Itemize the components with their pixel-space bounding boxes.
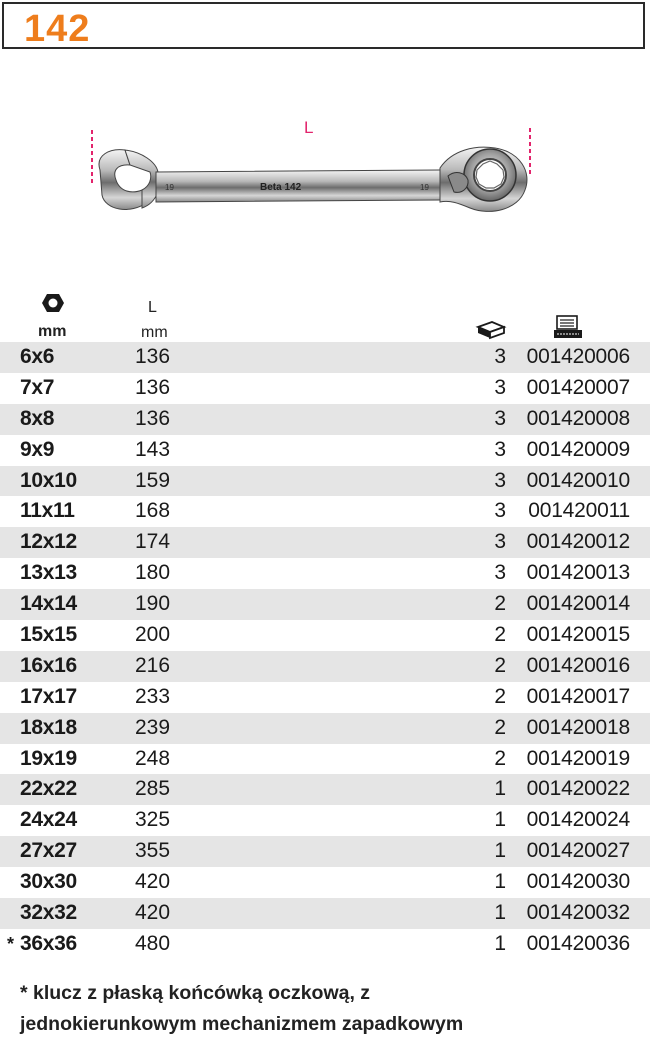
row-code: 001420032 [526, 901, 630, 925]
row-quantity: 1 [494, 870, 506, 894]
row-code: 001420016 [526, 653, 630, 677]
row-quantity: 3 [494, 345, 506, 368]
footnote [20, 978, 463, 1040]
table-row [0, 774, 650, 805]
table-row [0, 435, 650, 466]
row-size: 6x6 [20, 345, 55, 368]
table-row [0, 527, 650, 558]
row-length: 355 [135, 839, 171, 863]
row-size: 7x7 [20, 375, 55, 399]
row-size: 36x36 [20, 931, 77, 955]
row-length: 239 [135, 715, 171, 739]
row-code: 001420012 [526, 530, 630, 554]
row-code: 001420014 [526, 592, 630, 616]
table-row [0, 466, 650, 497]
row-code: 001420024 [526, 808, 630, 832]
row-size: 8x8 [20, 406, 55, 430]
row-code: 001420011 [528, 499, 630, 523]
table-row [0, 342, 650, 373]
row-length: 168 [135, 499, 171, 523]
row-length: 200 [135, 623, 171, 647]
row-size: 24x24 [20, 808, 77, 832]
row-size: 32x32 [20, 901, 77, 925]
row-code: 001420030 [526, 870, 630, 894]
row-length: 143 [135, 437, 171, 461]
row-quantity: 3 [494, 437, 506, 461]
table-row [0, 373, 650, 404]
row-length: 136 [135, 406, 171, 430]
hex-nut-icon [40, 292, 66, 314]
row-size: 16x16 [20, 653, 77, 677]
row-size: 15x15 [20, 623, 77, 647]
row-quantity: 3 [494, 406, 506, 430]
row-length: 248 [135, 746, 171, 770]
table-row [0, 558, 650, 589]
row-length: 420 [135, 870, 171, 894]
row-code: 001420010 [526, 468, 630, 492]
row-code: 001420013 [526, 561, 630, 585]
row-code: 001420015 [526, 623, 630, 647]
table-row [0, 929, 650, 960]
row-quantity: 3 [494, 375, 506, 399]
row-note-marker: * [7, 933, 15, 954]
col-size-unit: mm [38, 323, 67, 340]
row-length: 233 [135, 684, 171, 708]
row-size: 22x22 [20, 777, 77, 801]
row-length: 180 [135, 561, 171, 585]
table-row [0, 713, 650, 744]
row-size: 11x11 [20, 499, 75, 523]
row-size: 19x19 [20, 746, 77, 770]
row-quantity: 2 [494, 715, 506, 739]
row-quantity: 2 [494, 684, 506, 708]
row-quantity: 1 [494, 931, 506, 955]
footnote-line-1: * klucz z płaską końcówką oczkową, z [20, 982, 371, 1004]
row-code: 001420019 [526, 746, 630, 770]
row-code: 001420009 [526, 437, 630, 461]
row-quantity: 3 [494, 468, 506, 492]
row-length: 136 [135, 345, 171, 368]
row-code: 001420018 [526, 715, 630, 739]
row-code: 001420007 [526, 375, 630, 399]
table-row [0, 836, 650, 867]
row-code: 001420006 [526, 345, 630, 368]
barcode-scanner-icon [552, 314, 584, 340]
title-box [2, 2, 645, 49]
row-quantity: 1 [494, 839, 506, 863]
col-length-symbol: L [148, 299, 157, 316]
row-code: 001420017 [526, 684, 630, 708]
table-row [0, 682, 650, 713]
row-size: 17x17 [20, 684, 77, 708]
row-code: 001420027 [526, 839, 630, 863]
table-row [0, 867, 650, 898]
table-row [0, 404, 650, 435]
row-length: 285 [135, 777, 171, 801]
row-size: 14x14 [20, 592, 77, 616]
row-quantity: 1 [494, 777, 506, 801]
row-length: 216 [135, 653, 171, 677]
row-length: 325 [135, 808, 171, 832]
page-title: 142 [24, 8, 91, 50]
table-row [0, 651, 650, 682]
row-quantity: 2 [494, 653, 506, 677]
col-length-unit: mm [141, 324, 168, 341]
row-size: 9x9 [20, 437, 55, 461]
row-quantity: 3 [494, 530, 506, 554]
table-row [0, 496, 650, 527]
row-length: 480 [135, 931, 171, 955]
row-quantity: 2 [494, 592, 506, 616]
package-box-icon [474, 318, 508, 340]
row-quantity: 1 [494, 901, 506, 925]
table-row [0, 805, 650, 836]
row-code: 001420022 [526, 777, 630, 801]
row-length: 136 [135, 375, 171, 399]
length-dimension-label: L [304, 118, 314, 137]
row-code: 001420008 [526, 406, 630, 430]
row-size: 18x18 [20, 715, 77, 739]
row-quantity: 2 [494, 623, 506, 647]
product-table [0, 342, 650, 960]
row-length: 159 [135, 468, 171, 492]
footnote-line-2: jednokierunkowym mechanizmem zapadkowym [20, 1013, 464, 1035]
row-code: 001420036 [526, 931, 630, 955]
row-size: 13x13 [20, 561, 77, 585]
size-marking-left: 19 [165, 183, 174, 192]
size-marking-right: 19 [420, 183, 429, 192]
row-quantity: 3 [494, 561, 506, 585]
row-length: 174 [135, 530, 171, 554]
row-size: 30x30 [20, 870, 77, 894]
row-length: 420 [135, 901, 171, 925]
row-size: 12x12 [20, 530, 77, 554]
row-size: 10x10 [20, 468, 77, 492]
row-quantity: 1 [494, 808, 506, 832]
row-size: 27x27 [20, 839, 77, 863]
table-row [0, 744, 650, 775]
table-row [0, 620, 650, 651]
row-quantity: 2 [494, 746, 506, 770]
table-row [0, 589, 650, 620]
table-row [0, 898, 650, 929]
row-length: 190 [135, 592, 171, 616]
row-quantity: 3 [494, 499, 506, 523]
tool-marking: Beta 142 [260, 182, 302, 193]
